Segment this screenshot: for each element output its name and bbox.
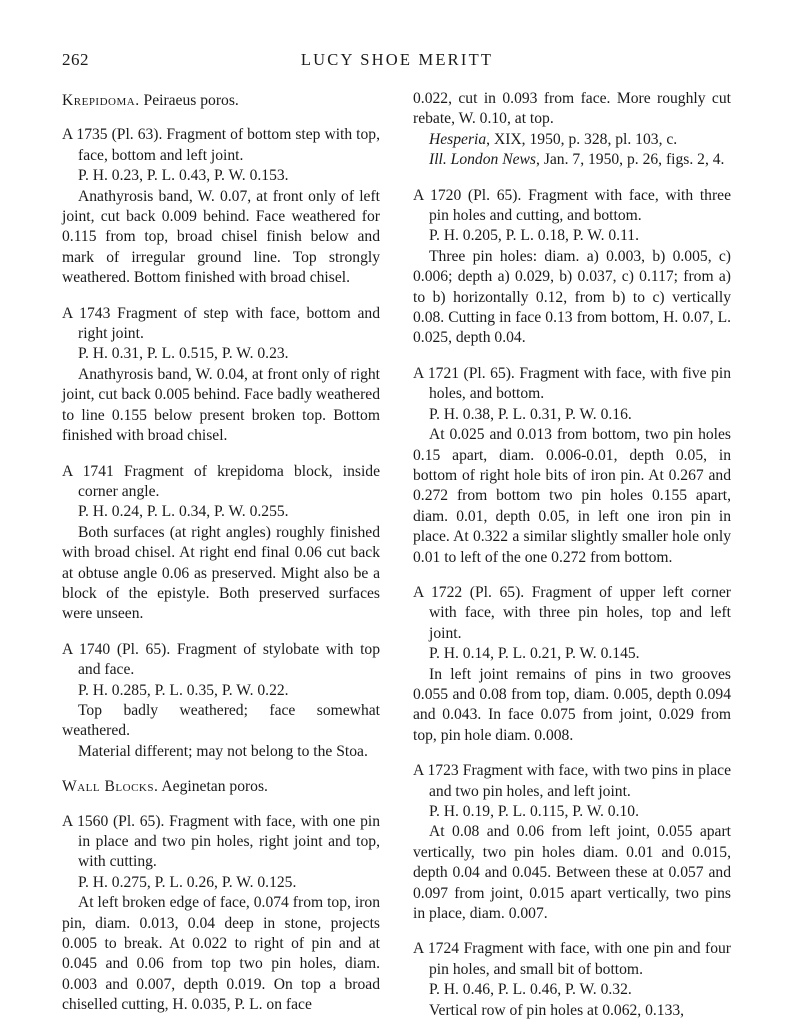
entry-heading: A 1721 (Pl. 65). Fragment with face, with five pin holes, and bottom. [413, 364, 731, 403]
section-material: Peiraeus poros. [143, 92, 239, 109]
catalogue-entry-a1724 [413, 939, 731, 1021]
entry-dimensions: P. H. 0.19, P. L. 0.115, P. W. 0.10. [429, 803, 639, 820]
entry-description: Top badly weathered; face somewhat weathered. [62, 701, 380, 740]
catalogue-entry-a1740 [62, 640, 380, 762]
entry-heading: A 1724 Fragment with face, with one pin and four pin holes, and small bit of bottom. [413, 940, 731, 978]
section-heading-wall-blocks [62, 777, 380, 797]
entry-description: Vertical row of pin holes at 0.062, 0.133, [429, 1001, 685, 1019]
journal-title: Ill. London News [429, 151, 537, 169]
section-title: Wall Blocks. [62, 778, 159, 796]
catalogue-entry-a1720 [413, 186, 731, 349]
catalogue-entry-a1722 [413, 583, 731, 746]
page-header [62, 50, 732, 78]
section-material: Aeginetan poros. [161, 778, 268, 796]
bibliography-reference [413, 150, 731, 170]
entry-heading: A 1720 (Pl. 65). Fragment with face, with three pin holes and cutting, and bottom. [413, 186, 731, 225]
catalogue-entry-a1741 [62, 462, 380, 625]
entry-dimensions: P. H. 0.46, P. L. 0.46, P. W. 0.32. [429, 981, 632, 999]
entry-description: At 0.025 and 0.013 from bottom, two pin holes 0.15 apart, diam. 0.006-0.01, depth 0.05, in bottom of right hole bits of iron pin. At 0.267 and 0.272 from bottom two pin holes 0.155 apart, diam. 0.01, depth 0.05, in left one iron pin in place. At 0.322 a similar slightly smaller hole only 0.01 to left of the one 0.272 from bottom. [413, 426, 731, 566]
entry-description-continued: 0.022, cut in 0.093 from face. More roughly cut rebate, W. 0.10, at top. [413, 90, 731, 128]
entry-dimensions: P. H. 0.205, P. L. 0.18, P. W. 0.11. [429, 227, 639, 245]
entry-dimensions: P. H. 0.285, P. L. 0.35, P. W. 0.22. [78, 681, 289, 699]
running-head: LUCY SHOE MERITT [300, 50, 494, 69]
bibliography-reference [413, 130, 731, 150]
entry-dimensions: P. H. 0.23, P. L. 0.43, P. W. 0.153. [78, 167, 289, 185]
entry-description: At left broken edge of face, 0.074 from top, iron pin, diam. 0.013, 0.04 deep in stone, projects 0.005 to break. At 0.022 to right of pin and at 0.045 and 0.06 from top two pin holes, diam. 0.003 and 0.007, depth 0.019. On top a broad chiselled cutting, H. 0.035, P. L. on face [62, 894, 380, 1014]
entry-dimensions: P. H. 0.24, P. L. 0.34, P. W. 0.255. [78, 503, 289, 521]
entry-note: Material different; may not belong to the Stoa. [78, 742, 368, 760]
catalogue-entry-a1735 [62, 125, 380, 288]
entry-description: Anathyrosis band, W. 0.07, at front only of left joint, cut back 0.009 behind. Face weathered for 0.115 from top, broad chisel finish below and mark of irregular ground line. Top strongly weathered. Bottom finished with broad chisel. [62, 187, 380, 287]
entry-description: At 0.08 and 0.06 from left joint, 0.055 apart vertically, two pin holes diam. 0.01 and 0.015, depth 0.04 and 0.045. Between these at 0.057 and 0.097 from joint, 0.015 apart vertically, two pins in place, diam. 0.007. [413, 823, 731, 923]
section-heading-krepidoma [62, 91, 380, 111]
catalogue-entry-a1721 [413, 364, 731, 568]
entry-heading: A 1735 (Pl. 63). Fragment of bottom step with top, face, bottom and left joint. [62, 126, 380, 164]
entry-heading: A 1740 (Pl. 65). Fragment of stylobate with top and face. [62, 640, 380, 679]
right-column [413, 89, 731, 1036]
entry-dimensions: P. H. 0.14, P. L. 0.21, P. W. 0.145. [429, 645, 640, 663]
entry-heading: A 1722 (Pl. 65). Fragment of upper left corner with face, with three pin holes, top and left joint. [413, 583, 731, 642]
entry-description: In left joint remains of pins in two grooves 0.055 and 0.08 from top, diam. 0.005, depth 0.094 and 0.043. In face 0.075 from joint, 0.029 from top, pin hole diam. 0.008. [413, 665, 731, 744]
journal-title: Hesperia [429, 130, 487, 148]
entry-heading: A 1723 Fragment with face, with two pins in place and two pin holes, and left joint. [413, 762, 731, 800]
entry-description: Three pin holes: diam. a) 0.003, b) 0.005, c) 0.006; depth a) 0.029, b) 0.037, c) 0.117; from a) to b) horizontally 0.12, from b) to c) vertically 0.08. Cutting in face 0.13 from bottom, H. 0.07, L. 0.025, depth 0.04. [413, 247, 731, 347]
reference-detail: , Jan. 7, 1950, p. 26, figs. 2, 4. [536, 151, 725, 169]
reference-detail: , XIX, 1950, p. 328, pl. 103, c. [486, 130, 678, 148]
page-number: 262 [62, 50, 89, 69]
entry-heading: A 1741 Fragment of krepidoma block, inside corner angle. [62, 462, 380, 500]
catalogue-entry-a1560 [62, 812, 380, 1016]
section-title: Krepidoma. [62, 92, 140, 109]
entry-dimensions: P. H. 0.31, P. L. 0.515, P. W. 0.23. [78, 345, 289, 363]
entry-heading: A 1743 Fragment of step with face, bottom and right joint. [62, 304, 380, 343]
entry-dimensions: P. H. 0.275, P. L. 0.26, P. W. 0.125. [78, 873, 297, 891]
entry-description: Both surfaces (at right angles) roughly finished with broad chisel. At right end final 0.06 cut back at obtuse angle 0.06 as preserved. Might also be a block of the epistyle. Both preserved surfaces were unseen. [62, 523, 380, 623]
entry-description: Anathyrosis band, W. 0.04, at front only of right joint, cut back 0.005 behind. Face badly weathered to line 0.155 below present broken top. Bottom finished with broad chisel. [62, 365, 380, 445]
entry-dimensions: P. H. 0.38, P. L. 0.31, P. W. 0.16. [429, 405, 632, 423]
catalogue-entry-a1560-continued [413, 89, 731, 171]
catalogue-entry-a1743 [62, 304, 380, 447]
entry-heading: A 1560 (Pl. 65). Fragment with face, with one pin in place and two pin holes, right joint and top, with cutting. [62, 812, 380, 871]
catalogue-entry-a1723 [413, 761, 731, 924]
left-column [62, 89, 380, 1031]
